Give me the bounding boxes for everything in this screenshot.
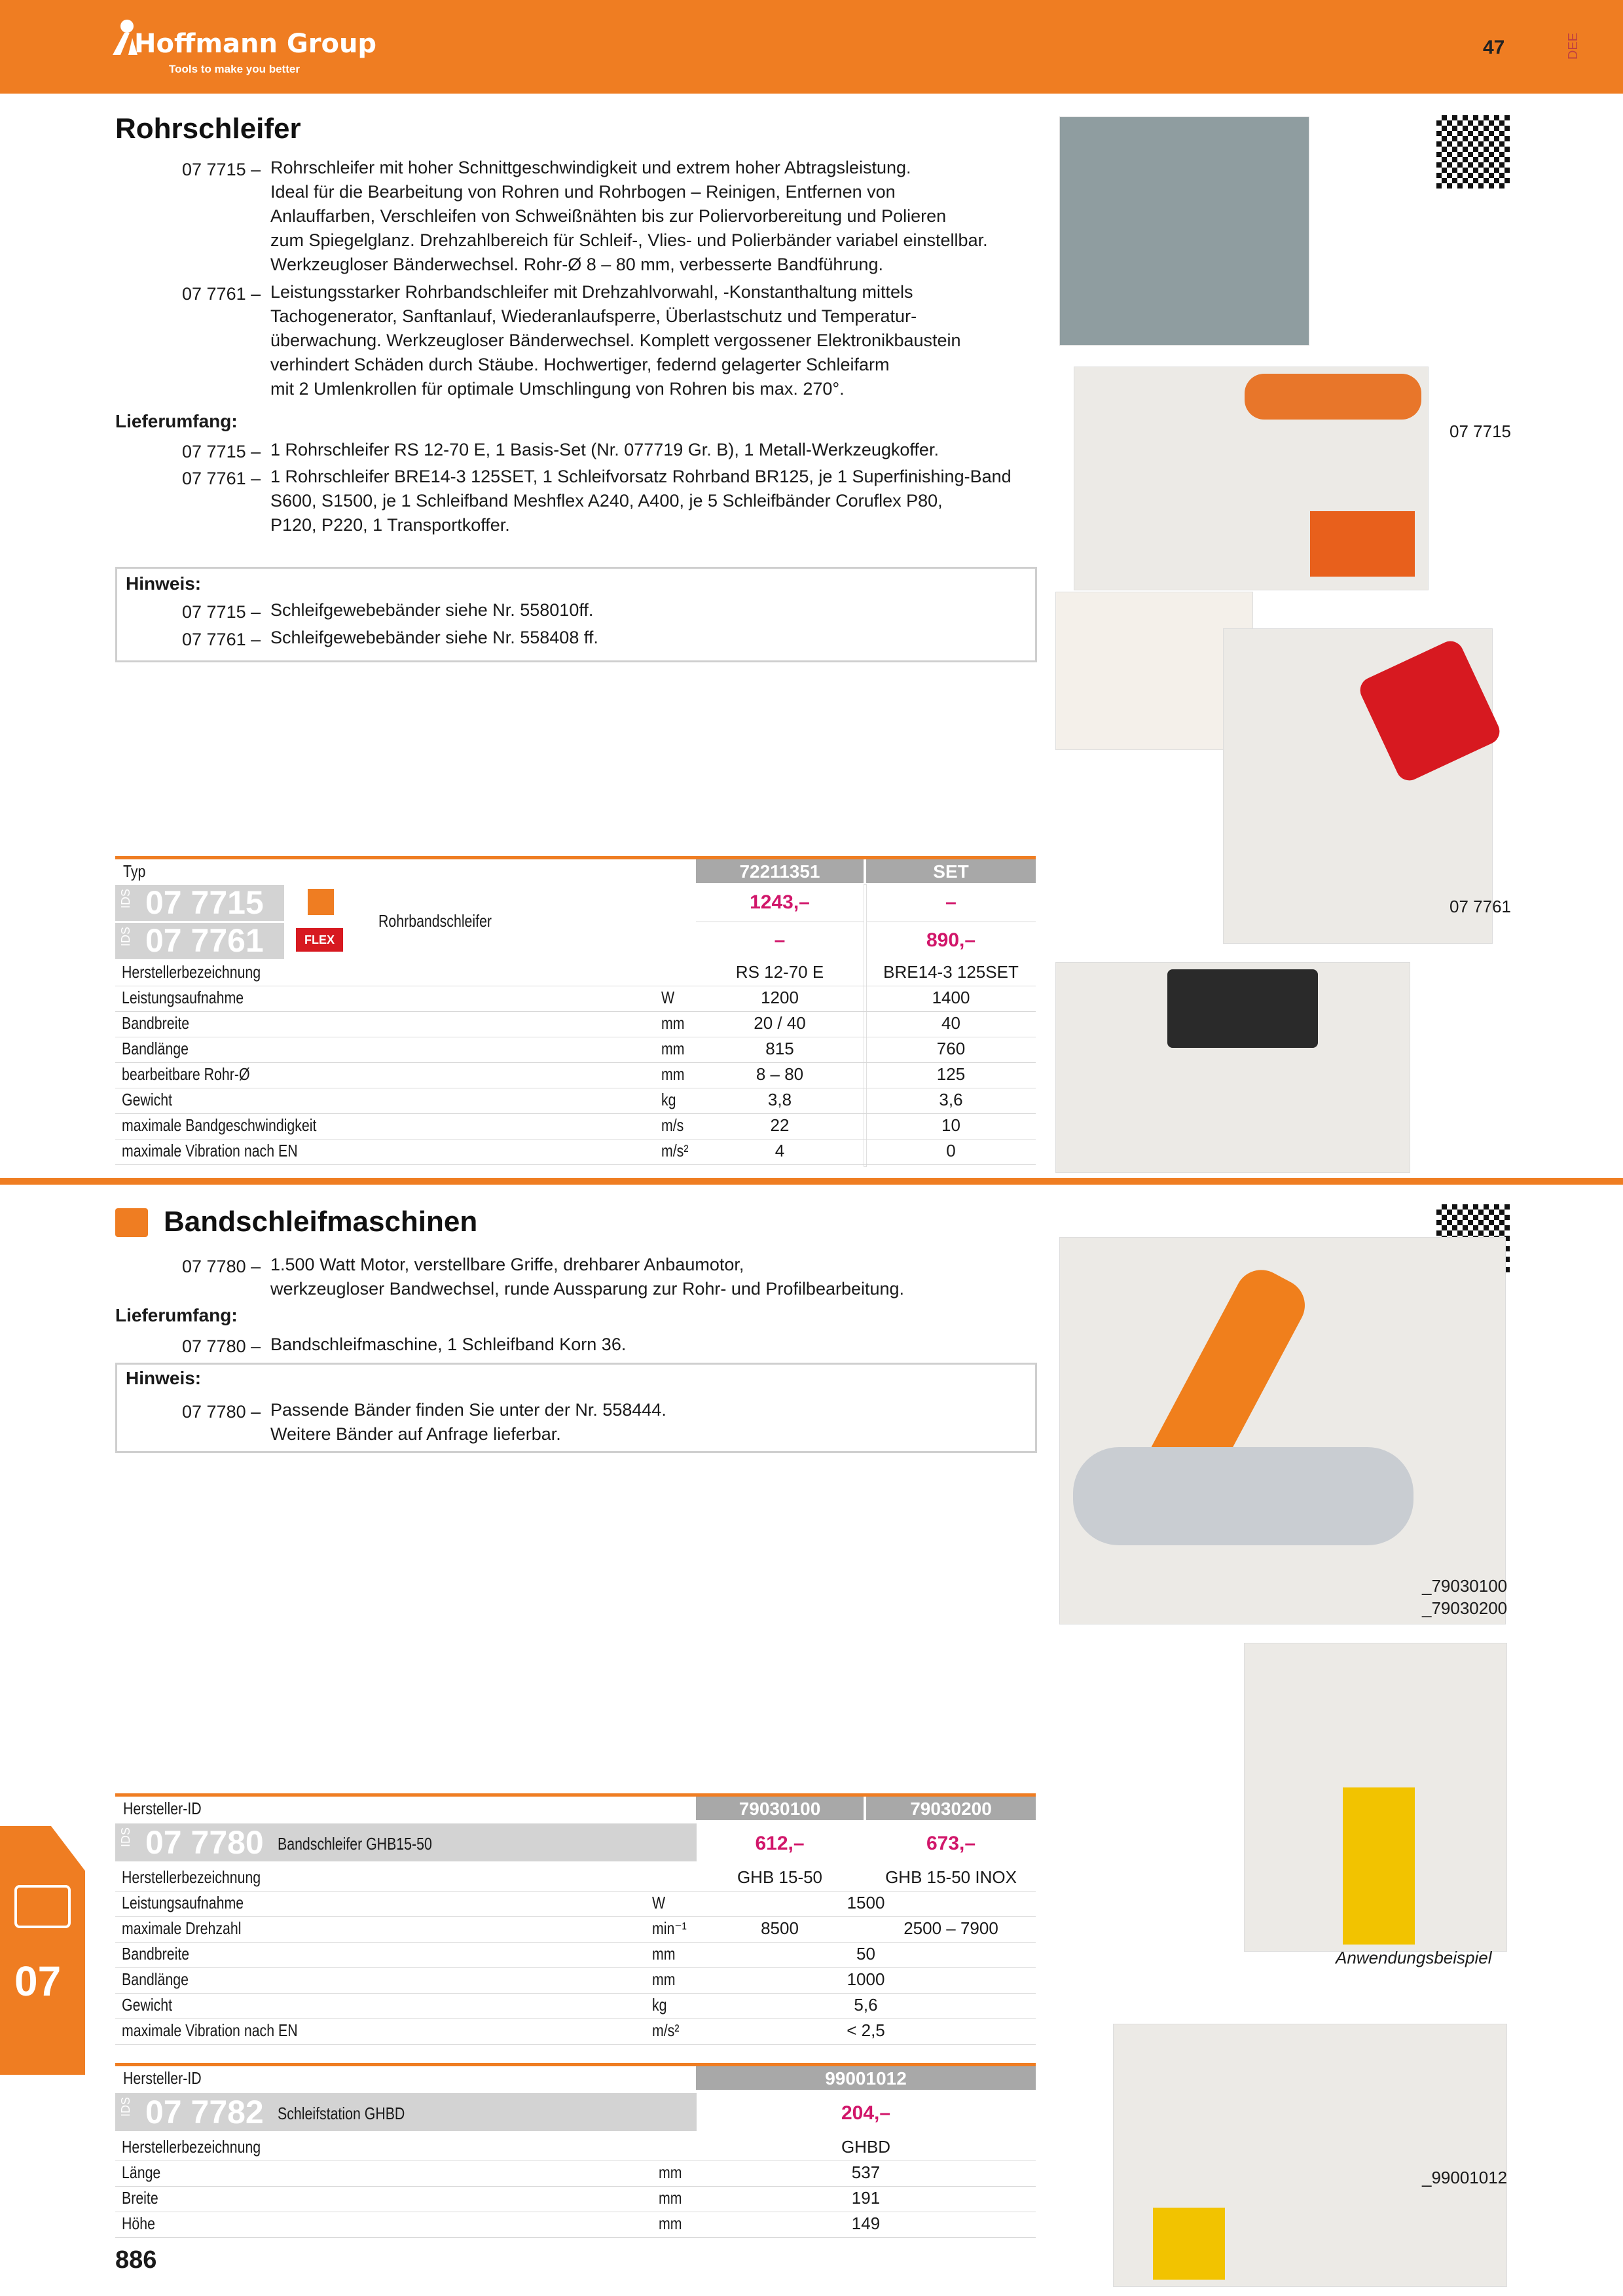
spec-value: 149 — [851, 2214, 881, 2233]
section-title: Bandschleifmaschinen — [164, 1206, 478, 1238]
scope-label: Lieferumfang: — [115, 411, 238, 431]
stand-shape — [1343, 1787, 1415, 1945]
spec-value: 50 — [856, 1944, 875, 1964]
spec-label: Bandlänge — [122, 1039, 189, 1058]
spec-unit: kg — [652, 1995, 667, 2015]
note-label: Hinweis: — [126, 573, 202, 594]
desc-line: Leistungsstarker Rohrbandschleifer mit Drehzahlvorwahl, -Konstanthaltung mittels — [270, 282, 913, 302]
product-name: Bandschleifer GHB15-50 — [278, 1834, 432, 1854]
desc-block — [270, 156, 988, 277]
note-code: 07 7780 – — [182, 1402, 261, 1422]
row-divider — [115, 2186, 1036, 2187]
col-header-text: SET — [933, 861, 969, 882]
price: 890,– — [926, 929, 976, 951]
fein-logo-icon — [308, 889, 334, 915]
spec-value: 3,8 — [767, 1090, 792, 1109]
order-icon: IDS — [119, 889, 132, 909]
note-code: 07 7715 – — [182, 602, 261, 622]
col-header-text: 99001012 — [825, 2068, 907, 2089]
spec-unit: mm — [659, 2188, 682, 2208]
product-name: Rohrbandschleifer — [378, 911, 492, 931]
spec-unit: W — [652, 1893, 666, 1912]
desc-line: Ideal für die Bearbeitung von Rohren und Rohrbogen – Reinigen, Entfernen von — [270, 182, 896, 202]
product-photo-application — [1059, 117, 1309, 346]
spec-unit: m/s² — [652, 2020, 680, 2040]
spec-value: 537 — [851, 2162, 881, 2182]
belt-arm-shape — [1073, 1447, 1413, 1545]
desc-line: verhindert Schäden durch Stäube. Hochwertiger, federnd gelagerter Schleifarm — [270, 355, 890, 374]
spec-value: 4 — [775, 1141, 785, 1160]
note-label: Hinweis: — [126, 1368, 202, 1388]
grinder-icon — [14, 1885, 71, 1928]
spec-value: 40 — [941, 1013, 960, 1033]
price: 204,– — [841, 2102, 891, 2124]
spec-label: maximale Vibration nach EN — [122, 2020, 298, 2040]
spec-unit: mm — [661, 1013, 685, 1033]
note-line: Weitere Bänder auf Anfrage lieferbar. — [270, 1424, 561, 1444]
spec-value: BRE14-3 125SET — [883, 962, 1019, 982]
spec-value: 1500 — [847, 1893, 885, 1912]
type-label: Typ — [123, 861, 146, 881]
spec-label: maximale Vibration nach EN — [122, 1141, 298, 1160]
spec-value: 125 — [936, 1064, 966, 1084]
desc-line: 1.500 Watt Motor, verstellbare Griffe, drehbarer Anbaumotor, — [270, 1255, 744, 1274]
spec-value: 1000 — [847, 1969, 885, 1989]
order-icon: IDS — [119, 927, 132, 947]
row-divider — [115, 1113, 1036, 1114]
footer-page-number: 886 — [115, 2246, 157, 2274]
note-line: Passende Bänder finden Sie unter der Nr. 558444. — [270, 1400, 666, 1420]
spec-unit: mm — [652, 1944, 676, 1964]
desc-block — [270, 1253, 904, 1301]
desc-line: überwachung. Werkzeugloser Bänderwechsel. Komplett vergossener Elektronikbaustein — [270, 331, 961, 350]
row-divider — [115, 1942, 1036, 1943]
scope-block — [270, 465, 1012, 537]
spec-label: bearbeitbare Rohr-Ø — [122, 1064, 250, 1084]
product-photo-set — [1055, 962, 1410, 1173]
spec-label: Höhe — [122, 2214, 155, 2233]
product-photo-application — [1244, 1643, 1507, 1952]
spec-unit: mm — [652, 1969, 676, 1989]
spec-label: Länge — [122, 2162, 161, 2182]
row-divider — [115, 1993, 1036, 1994]
spec-value: 815 — [765, 1039, 794, 1058]
article-number[interactable]: 07 7761 — [145, 922, 264, 959]
caption: _99001012 — [1422, 2168, 1508, 2187]
product-photo-rs1270e — [1074, 367, 1429, 590]
desc-line: Werkzeugloser Bänderwechsel. Rohr-Ø 8 – 80 mm, verbesserte Bandführung. — [270, 255, 883, 274]
brand-name: Hoffmann Group — [134, 29, 377, 59]
scope-text: 1 Rohrschleifer RS 12-70 E, 1 Basis-Set (Nr. 077719 Gr. B), 1 Metall-Werkzeugkoffer. — [270, 440, 939, 459]
spec-value: 3,6 — [939, 1090, 963, 1109]
spec-label: Gewicht — [122, 1090, 173, 1109]
row-divider — [115, 2044, 1036, 2045]
col-header-text: 72211351 — [739, 861, 820, 882]
row-divider — [115, 1916, 1036, 1917]
note-text: Schleifgewebebänder siehe Nr. 558408 ff. — [270, 628, 598, 647]
price: – — [774, 929, 786, 951]
caption: 07 7761 — [1450, 897, 1511, 916]
note-block — [270, 1398, 666, 1446]
section-title: Rohrschleifer — [115, 113, 301, 145]
spec-unit: mm — [661, 1039, 685, 1058]
spec-value: 5,6 — [854, 1995, 878, 2015]
product-photo-ghbd — [1113, 2024, 1507, 2287]
article-number[interactable]: 07 7715 — [145, 884, 264, 921]
id-label: Hersteller-ID — [123, 2068, 202, 2088]
spec-value: 2500 – 7900 — [903, 1918, 998, 1938]
spec-unit: mm — [659, 2162, 682, 2182]
flex-logo-icon: FLEX — [296, 928, 343, 952]
scope-text: Bandschleifmaschine, 1 Schleifband Korn 36. — [270, 1335, 627, 1354]
motor-shape — [1356, 637, 1504, 785]
spec-label: Herstellerbezeichnung — [122, 2137, 261, 2157]
page-number: 47 — [1483, 37, 1505, 58]
spec-value: 20 / 40 — [754, 1013, 806, 1033]
price: – — [945, 891, 957, 913]
scope-code: 07 7715 – — [182, 442, 261, 461]
scope-code: 07 7761 – — [182, 469, 261, 488]
desc-line: Tachogenerator, Sanftanlauf, Wiederanlaufsperre, Überlastschutz und Temperatur- — [270, 306, 917, 326]
brand-tagline: Tools to make you better — [169, 63, 300, 75]
spec-value: GHB 15-50 INOX — [885, 1867, 1017, 1887]
caption: _79030200 — [1422, 1598, 1508, 1618]
scope-code: 07 7780 – — [182, 1336, 261, 1356]
chapter-tab[interactable] — [0, 1826, 85, 2075]
scope-line: S600, S1500, je 1 Schleifband Meshflex A240, A400, je 5 Schleifbänder Coruflex P80, — [270, 491, 943, 511]
spec-value: < 2,5 — [847, 2020, 885, 2040]
row-divider — [115, 1011, 1036, 1012]
caption: _79030100 — [1422, 1576, 1508, 1596]
language-code: DEE — [1566, 33, 1580, 60]
spec-label: maximale Drehzahl — [122, 1918, 242, 1938]
spec-value: 191 — [851, 2188, 881, 2208]
row-divider — [115, 1062, 1036, 1063]
spec-label: Gewicht — [122, 1995, 173, 2015]
desc-code: 07 7780 – — [182, 1257, 261, 1276]
spec-label: Leistungsaufnahme — [122, 1893, 244, 1912]
spec-label: Leistungsaufnahme — [122, 988, 244, 1007]
spec-unit: mm — [659, 2214, 682, 2233]
order-icon: IDS — [119, 1827, 132, 1848]
section-divider — [0, 1178, 1623, 1185]
id-label: Hersteller-ID — [123, 1799, 202, 1818]
desc-line: mit 2 Umlenkrollen für optimale Umschlingung von Rohren bis max. 270°. — [270, 379, 845, 399]
spec-label: Bandbreite — [122, 1013, 190, 1033]
spec-value: 8500 — [761, 1918, 799, 1938]
case-shape — [1310, 511, 1415, 577]
product-photo-ghb1550 — [1059, 1237, 1506, 1624]
spec-label: Herstellerbezeichnung — [122, 1867, 261, 1887]
spec-value: 1400 — [932, 988, 970, 1007]
price: 612,– — [755, 1833, 805, 1854]
col-header-text: 79030100 — [739, 1799, 821, 1819]
qr-code-icon[interactable] — [1434, 113, 1512, 191]
case-shape — [1167, 969, 1318, 1048]
price: 1243,– — [750, 891, 810, 913]
desc-line: Anlauffarben, Verschleifen von Schweißnähten bis zur Poliervorbereitung und Polieren — [270, 206, 947, 226]
desc-block — [270, 280, 961, 401]
spec-value: 760 — [936, 1039, 966, 1058]
note-code: 07 7761 – — [182, 630, 261, 649]
col-header-text: 79030200 — [910, 1799, 992, 1819]
spec-value: 1200 — [761, 988, 799, 1007]
desc-line: werkzeugloser Bandwechsel, runde Aussparung zur Rohr- und Profilbearbeitung. — [270, 1279, 905, 1299]
spec-unit: kg — [661, 1090, 676, 1109]
spec-label: maximale Bandgeschwindigkeit — [122, 1115, 317, 1135]
spec-value: 10 — [941, 1115, 960, 1135]
product-name: Schleifstation GHBD — [278, 2104, 405, 2123]
desc-line: Rohrschleifer mit hoher Schnittgeschwindigkeit und extrem hoher Abtragsleistung. — [270, 158, 911, 177]
spec-unit: m/s — [661, 1115, 684, 1135]
spec-label: Bandlänge — [122, 1969, 189, 1989]
scope-label: Lieferumfang: — [115, 1305, 238, 1325]
scope-line: P120, P220, 1 Transportkoffer. — [270, 515, 510, 535]
scope-line: 1 Rohrschleifer BRE14-3 125SET, 1 Schleifvorsatz Rohrband BR125, je 1 Superfinishing-Band — [270, 467, 1012, 486]
row-divider — [115, 1891, 1036, 1892]
price: 673,– — [926, 1833, 976, 1854]
spec-value: 22 — [770, 1115, 790, 1135]
spec-label: Herstellerbezeichnung — [122, 962, 261, 982]
row-divider — [115, 2237, 1036, 2238]
note-text: Schleifgewebebänder siehe Nr. 558010ff. — [270, 600, 594, 620]
order-icon: IDS — [119, 2097, 132, 2117]
row-divider — [115, 2018, 1036, 2019]
spec-label: Breite — [122, 2188, 158, 2208]
row-divider — [115, 1164, 1036, 1165]
spec-unit: min⁻¹ — [652, 1918, 687, 1938]
caption: Anwendungsbeispiel — [1336, 1948, 1492, 1967]
chapter-number: 07 — [14, 1958, 62, 2005]
spec-unit: W — [661, 988, 675, 1007]
spec-unit: mm — [661, 1064, 685, 1084]
spec-value: 8 – 80 — [756, 1064, 804, 1084]
warning-label-shape — [1153, 2208, 1225, 2280]
article-number[interactable]: 07 7780 — [145, 1824, 264, 1861]
row-divider — [115, 1967, 1036, 1968]
article-number[interactable]: 07 7782 — [145, 2094, 264, 2130]
spec-value: GHBD — [841, 2137, 891, 2157]
spec-label: Bandbreite — [122, 1944, 190, 1964]
spec-value: GHB 15-50 — [737, 1867, 823, 1887]
spec-unit: m/s² — [661, 1141, 689, 1160]
desc-code: 07 7715 – — [182, 160, 261, 179]
desc-line: zum Spiegelglanz. Drehzahlbereich für Schleif-, Vlies- und Polierbänder variabel einstellbar. — [270, 230, 988, 250]
motor-shape — [1245, 374, 1421, 420]
caption: 07 7715 — [1450, 422, 1511, 441]
fein-logo-icon — [115, 1208, 148, 1237]
spec-value: RS 12-70 E — [735, 962, 824, 982]
spec-value: 0 — [946, 1141, 956, 1160]
desc-code: 07 7761 – — [182, 284, 261, 304]
